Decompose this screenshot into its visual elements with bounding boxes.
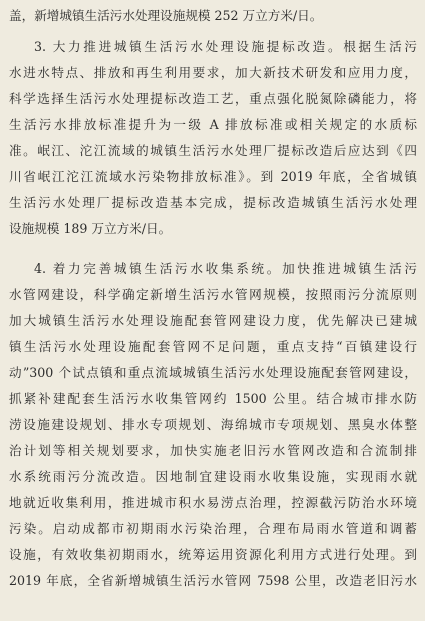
text-line-19: 地就近收集利用，推进城市积水易涝点治理，控源截污防治水环境 <box>9 495 417 510</box>
text-line-16: 涝设施建设规划、排水专项规划、海绵城市专项规划、黑臭水体整 <box>9 417 417 432</box>
text-line-14: 动”300 个试点镇和重点流域城镇生活污水处理设施配套管网建设， <box>9 365 417 380</box>
text-line-8: 生活污水处理厂提标改造基本完成，提标改造城镇生活污水处理 <box>9 195 417 210</box>
text-line-15: 抓紧补建配套生活污水收集管网约 1500 公里。结合城市排水防 <box>9 391 417 406</box>
text-line-12: 加大城镇生活污水处理设施配套管网建设力度，优先解决已建城 <box>9 313 417 328</box>
text-line-7: 川省岷江沱江流域水污染物排放标准》。到 2019 年底，全省城镇 <box>9 169 417 184</box>
text-line-3: 水进水特点、排放和再生利用要求，加大新技术研发和应用力度， <box>9 65 417 80</box>
text-line-5: 生活污水排放标准提升为一级 A 排放标准或相关规定的水质标 <box>9 117 417 132</box>
text-line-1: 盖，新增城镇生活污水处理设施规模 252 万立方米/日。 <box>9 8 323 23</box>
text-line-11: 水管网建设，科学确定新增生活污水管网规模，按照雨污分流原则 <box>9 287 417 302</box>
text-line-22: 2019 年底，全省新增城镇生活污水管网 7598 公里，改造老旧污水 <box>9 573 417 588</box>
item-4-heading-line: 4. 着力完善城镇生活污水收集系统。加快推进城镇生活污 <box>34 261 417 276</box>
text-line-6: 准。岷江、沱江流域的城镇生活污水处理厂提标改造后应达到《四 <box>9 143 417 158</box>
text-line-18: 水系统雨污分流改造。因地制宜建设雨水收集设施，实现雨水就 <box>9 469 417 484</box>
text-line-21: 设施，有效收集初期雨水，统筹运用资源化利用方式进行处理。到 <box>9 547 417 562</box>
text-line-13: 镇生活污水处理设施配套管网不足问题，重点支持“百镇建设行 <box>9 339 417 354</box>
text-line-4: 科学选择生活污水处理提标改造工艺，重点强化脱氮除磷能力，将 <box>9 91 417 106</box>
item-3-heading-line: 3. 大力推进城镇生活污水处理设施提标改造。根据生活污 <box>34 39 417 54</box>
text-line-20: 污染。启动成都市初期雨水污染治理，合理布局雨水管道和调蓄 <box>9 521 417 536</box>
text-line-17: 治计划等相关规划要求，加快实施老旧污水管网改造和合流制排 <box>9 443 417 458</box>
text-line-9: 设施规模 189 万立方米/日。 <box>9 221 172 236</box>
